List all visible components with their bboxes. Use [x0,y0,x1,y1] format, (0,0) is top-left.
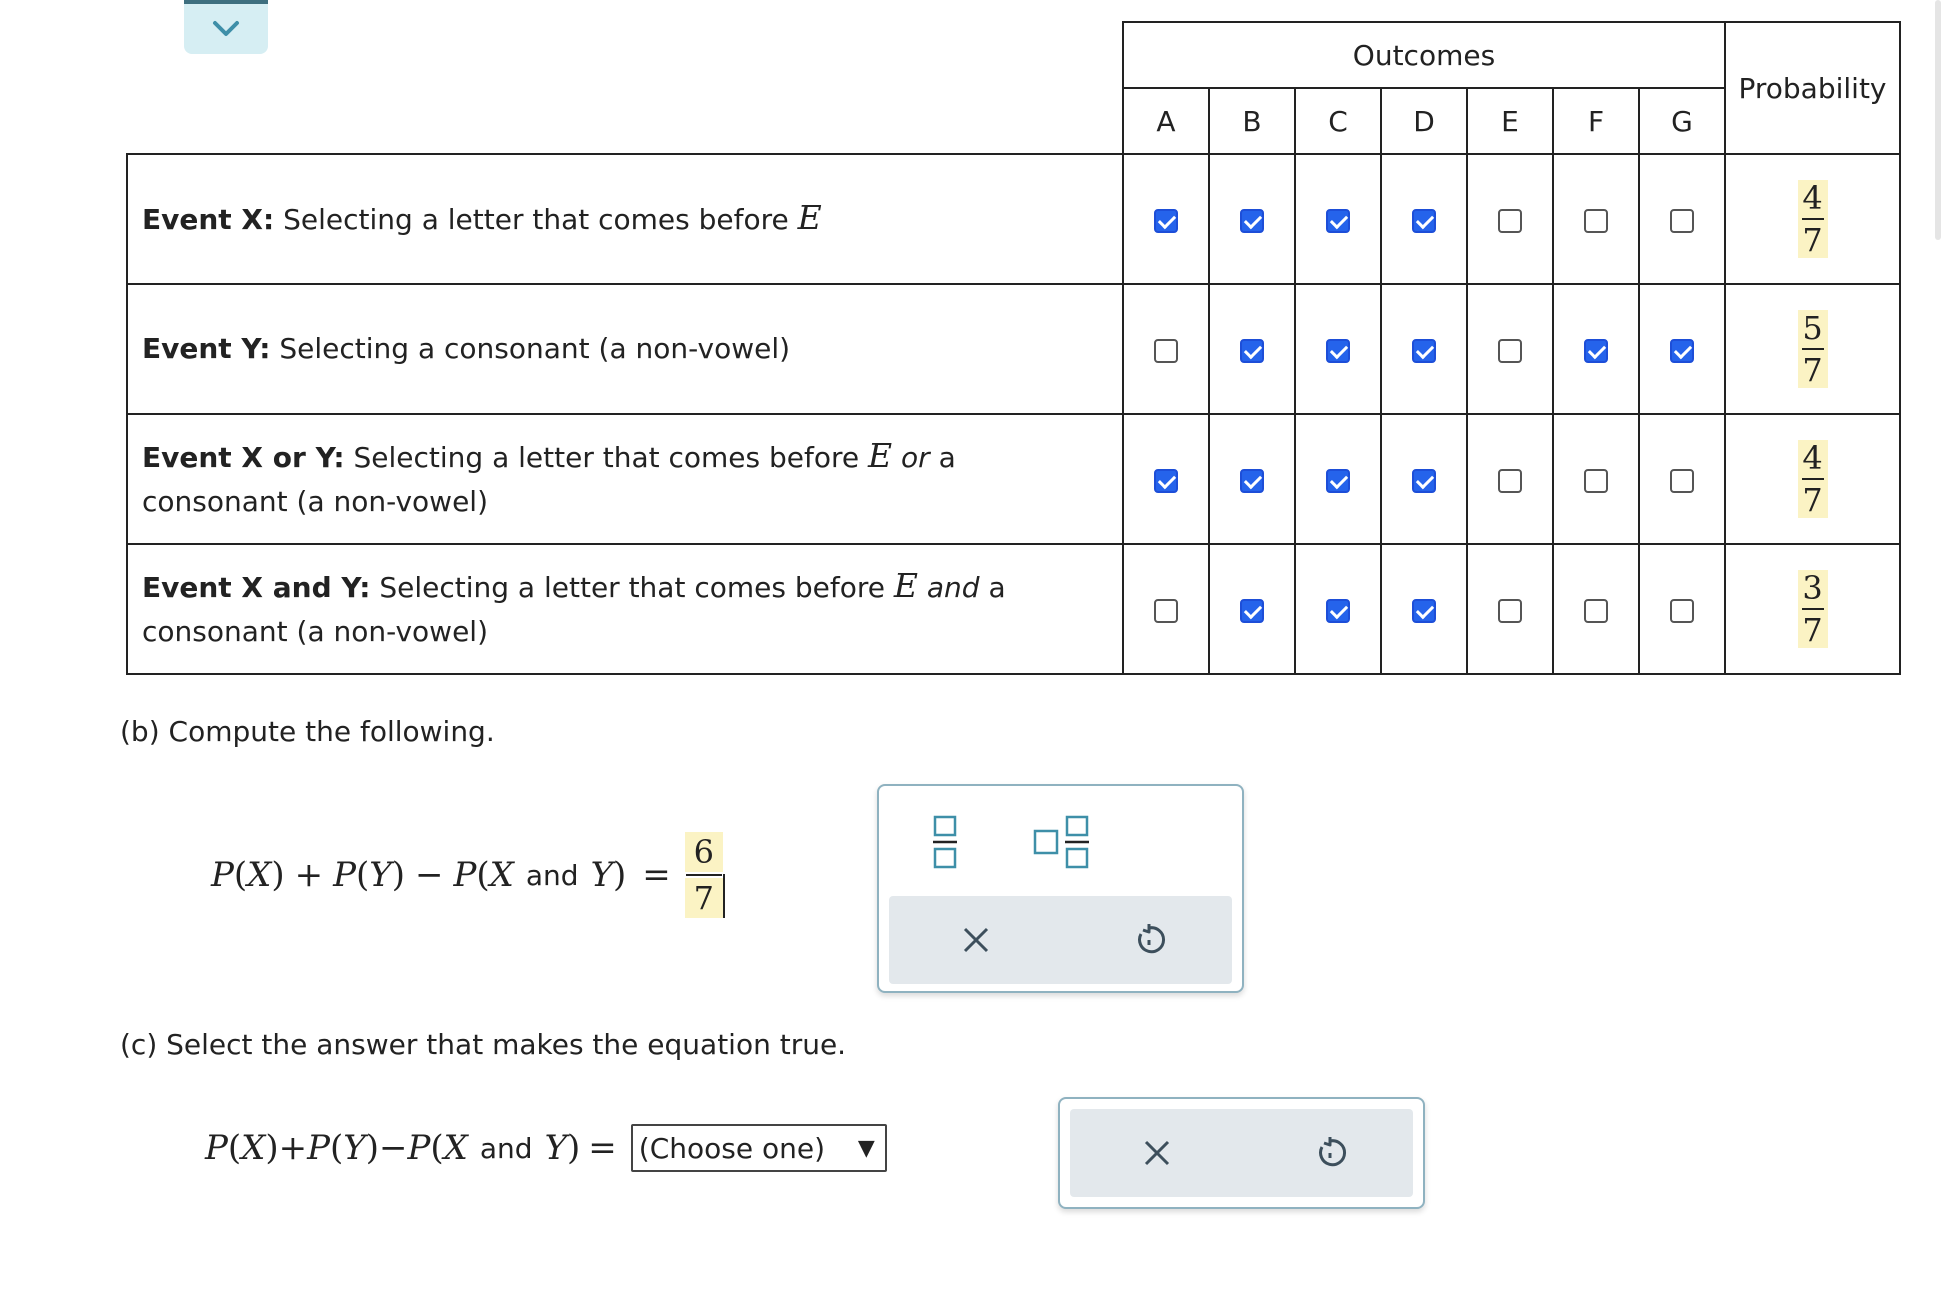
outcome-checkbox-e[interactable] [1498,339,1522,363]
outcome-checkbox-c[interactable] [1326,339,1350,363]
outcome-cell [1467,414,1553,544]
eq-p: P [407,1128,431,1168]
answer-select[interactable] [631,1124,887,1172]
outcome-letter-f: F [1553,88,1639,154]
outcome-cell [1381,154,1467,284]
probability-cell [1725,154,1900,284]
eq-p: P [333,855,357,895]
eq-x: X [247,855,272,895]
event-text: Selecting a letter that comes before [344,441,869,474]
outcome-cell [1553,544,1639,674]
outcome-checkbox-c[interactable] [1326,209,1350,233]
scrollbar[interactable] [1935,0,1941,240]
close-icon [1142,1138,1172,1168]
event-text-tail: a consonant (a non-vowel) [142,441,965,518]
table-corner [127,22,1123,154]
event-connective: or [901,441,930,474]
probability-denominator: 7 [1802,221,1823,259]
outcome-checkbox-g[interactable] [1670,599,1694,623]
outcome-letter-d: D [1381,88,1467,154]
probability-header: Probability [1725,22,1900,154]
outcome-cell [1295,284,1381,414]
event-text: Selecting a letter that comes before [274,203,798,236]
event-text: Selecting a consonant (a non-vowel) [270,332,791,365]
outcome-letter-g: G [1639,88,1725,154]
probability-cell [1725,284,1900,414]
eq-y: Y [369,855,392,895]
probability-numerator: 4 [1802,439,1823,477]
outcome-cell [1467,284,1553,414]
events-table [126,21,1901,675]
outcome-checkbox-b[interactable] [1240,599,1264,623]
probability-fraction[interactable] [1798,440,1828,518]
outcome-checkbox-g[interactable] [1670,209,1694,233]
table-row [127,284,1900,414]
outcome-checkbox-e[interactable] [1498,599,1522,623]
probability-denominator: 7 [1802,611,1823,649]
outcome-cell [1123,284,1209,414]
event-description [127,154,1123,284]
outcome-checkbox-f[interactable] [1584,469,1608,493]
outcome-letter-b: B [1209,88,1295,154]
outcome-checkbox-b[interactable] [1240,469,1264,493]
probability-fraction[interactable] [1798,310,1828,388]
probability-fraction[interactable] [1798,180,1828,258]
outcome-cell [1639,414,1725,544]
answer-select-value: (Choose one) [638,1131,826,1165]
outcome-cell [1467,154,1553,284]
outcome-checkbox-c[interactable] [1326,599,1350,623]
outcome-cell [1381,544,1467,674]
outcome-checkbox-e[interactable] [1498,469,1522,493]
fraction-icon [931,815,959,869]
outcome-checkbox-e[interactable] [1498,209,1522,233]
outcome-cell [1209,544,1295,674]
outcome-checkbox-b[interactable] [1240,209,1264,233]
eq-and: and [525,858,579,892]
outcome-cell [1553,284,1639,414]
outcome-checkbox-g[interactable] [1670,339,1694,363]
outcome-cell [1209,154,1295,284]
outcome-checkbox-d[interactable] [1412,469,1436,493]
outcome-checkbox-d[interactable] [1412,209,1436,233]
probability-cell [1725,544,1900,674]
part-c-label: (c) Select the answer that makes the equation true. [120,1028,847,1061]
close-icon [961,925,991,955]
outcome-checkbox-g[interactable] [1670,469,1694,493]
outcome-cell [1123,544,1209,674]
probability-denominator: 7 [1802,351,1823,389]
answer-denominator[interactable]: 7 [685,878,723,918]
fraction-bar [1802,478,1824,480]
outcome-checkbox-a[interactable] [1154,209,1178,233]
outcome-cell [1295,544,1381,674]
outcomes-header: Outcomes [1123,22,1725,88]
outcome-checkbox-f[interactable] [1584,599,1608,623]
dropdown-arrow-icon: ▼ [857,1135,875,1161]
fraction-button[interactable] [923,812,967,872]
clear-button[interactable] [1117,1109,1197,1197]
outcome-checkbox-a[interactable] [1154,469,1178,493]
event-label: Event X and Y: [142,571,371,604]
part-c-equation: P ( X ) + P ( Y ) − P ( X and Y ) = (Choose one) ▼ [205,1124,887,1172]
part-b-equation: P ( X ) + P ( Y ) − P ( X and Y ) = $\frac{6}{7}$ [211,832,723,918]
event-text: Selecting a letter that comes before [370,571,894,604]
outcome-cell [1639,284,1725,414]
probability-numerator: 3 [1802,569,1823,607]
outcome-checkbox-d[interactable] [1412,599,1436,623]
outcome-checkbox-b[interactable] [1240,339,1264,363]
mixed-number-button[interactable] [1029,812,1099,872]
math-tool-palette [877,784,1244,993]
probability-denominator: 7 [1802,481,1823,519]
table-row [127,544,1900,674]
part-b-label: (b) Compute the following. [120,715,495,748]
probability-cell [1725,414,1900,544]
event-variable: E [893,566,918,605]
outcome-checkbox-d[interactable] [1412,339,1436,363]
outcome-cell [1209,284,1295,414]
outcome-cell [1295,154,1381,284]
outcome-cell [1123,414,1209,544]
outcome-cell [1467,544,1553,674]
text-cursor [723,874,725,918]
eq-x: X [443,1128,468,1168]
probability-numerator: 4 [1802,179,1823,217]
fraction-bar [1802,348,1824,350]
outcome-cell [1295,414,1381,544]
probability-numerator: 5 [1802,309,1823,347]
mixed-number-icon [1033,815,1095,869]
event-label: Event X: [142,203,275,236]
event-connective: and [926,571,980,604]
outcome-cell [1381,284,1467,414]
outcome-letter-c: C [1295,88,1381,154]
event-description [127,284,1123,414]
outcome-cell [1123,154,1209,284]
event-label: Event Y: [142,332,271,365]
event-text-tail: a consonant (a non-vowel) [142,571,1015,648]
undo-button[interactable] [1290,1109,1370,1197]
undo-icon [1313,1136,1347,1170]
table-row [127,414,1900,544]
action-bar [889,896,1232,984]
outcome-letter-e: E [1467,88,1553,154]
undo-button[interactable] [1109,896,1189,984]
outcome-checkbox-a[interactable] [1154,339,1178,363]
fraction-bar [1802,608,1824,610]
eq-y: Y [590,855,614,895]
undo-icon [1132,923,1166,957]
outcome-cell [1553,414,1639,544]
table-row [127,154,1900,284]
event-description [127,414,1123,544]
outcome-cell [1381,414,1467,544]
outcome-letter-a: A [1123,88,1209,154]
outcome-cell [1209,414,1295,544]
eq-y: Y [544,1128,568,1168]
outcome-cell [1639,154,1725,284]
answer-fraction-input[interactable] [685,832,723,918]
outcome-checkbox-a[interactable] [1154,599,1178,623]
outcome-checkbox-f[interactable] [1584,339,1608,363]
eq-p: P [307,1128,331,1168]
eq-y: Y [343,1128,366,1168]
event-variable: E [797,198,822,237]
answer-numerator[interactable]: 6 [685,832,723,872]
outcome-checkbox-c[interactable] [1326,469,1350,493]
eq-x: X [241,1128,266,1168]
outcome-checkbox-f[interactable] [1584,209,1608,233]
eq-and: and [479,1131,533,1165]
action-bar-c [1070,1109,1413,1197]
eq-p: P [211,855,234,895]
event-variable: E [868,436,893,475]
event-description [127,544,1123,674]
eq-p: P [205,1128,228,1168]
clear-button[interactable] [936,896,1016,984]
outcome-cell [1639,544,1725,674]
outcome-cell [1553,154,1639,284]
eq-p: P [453,855,477,895]
fraction-bar [1802,218,1824,220]
fraction-bar [686,874,722,876]
math-tool-palette-c [1058,1097,1425,1209]
probability-fraction[interactable] [1798,570,1828,648]
eq-x: X [489,855,514,895]
event-label: Event X or Y: [142,441,345,474]
events-body [127,154,1900,674]
